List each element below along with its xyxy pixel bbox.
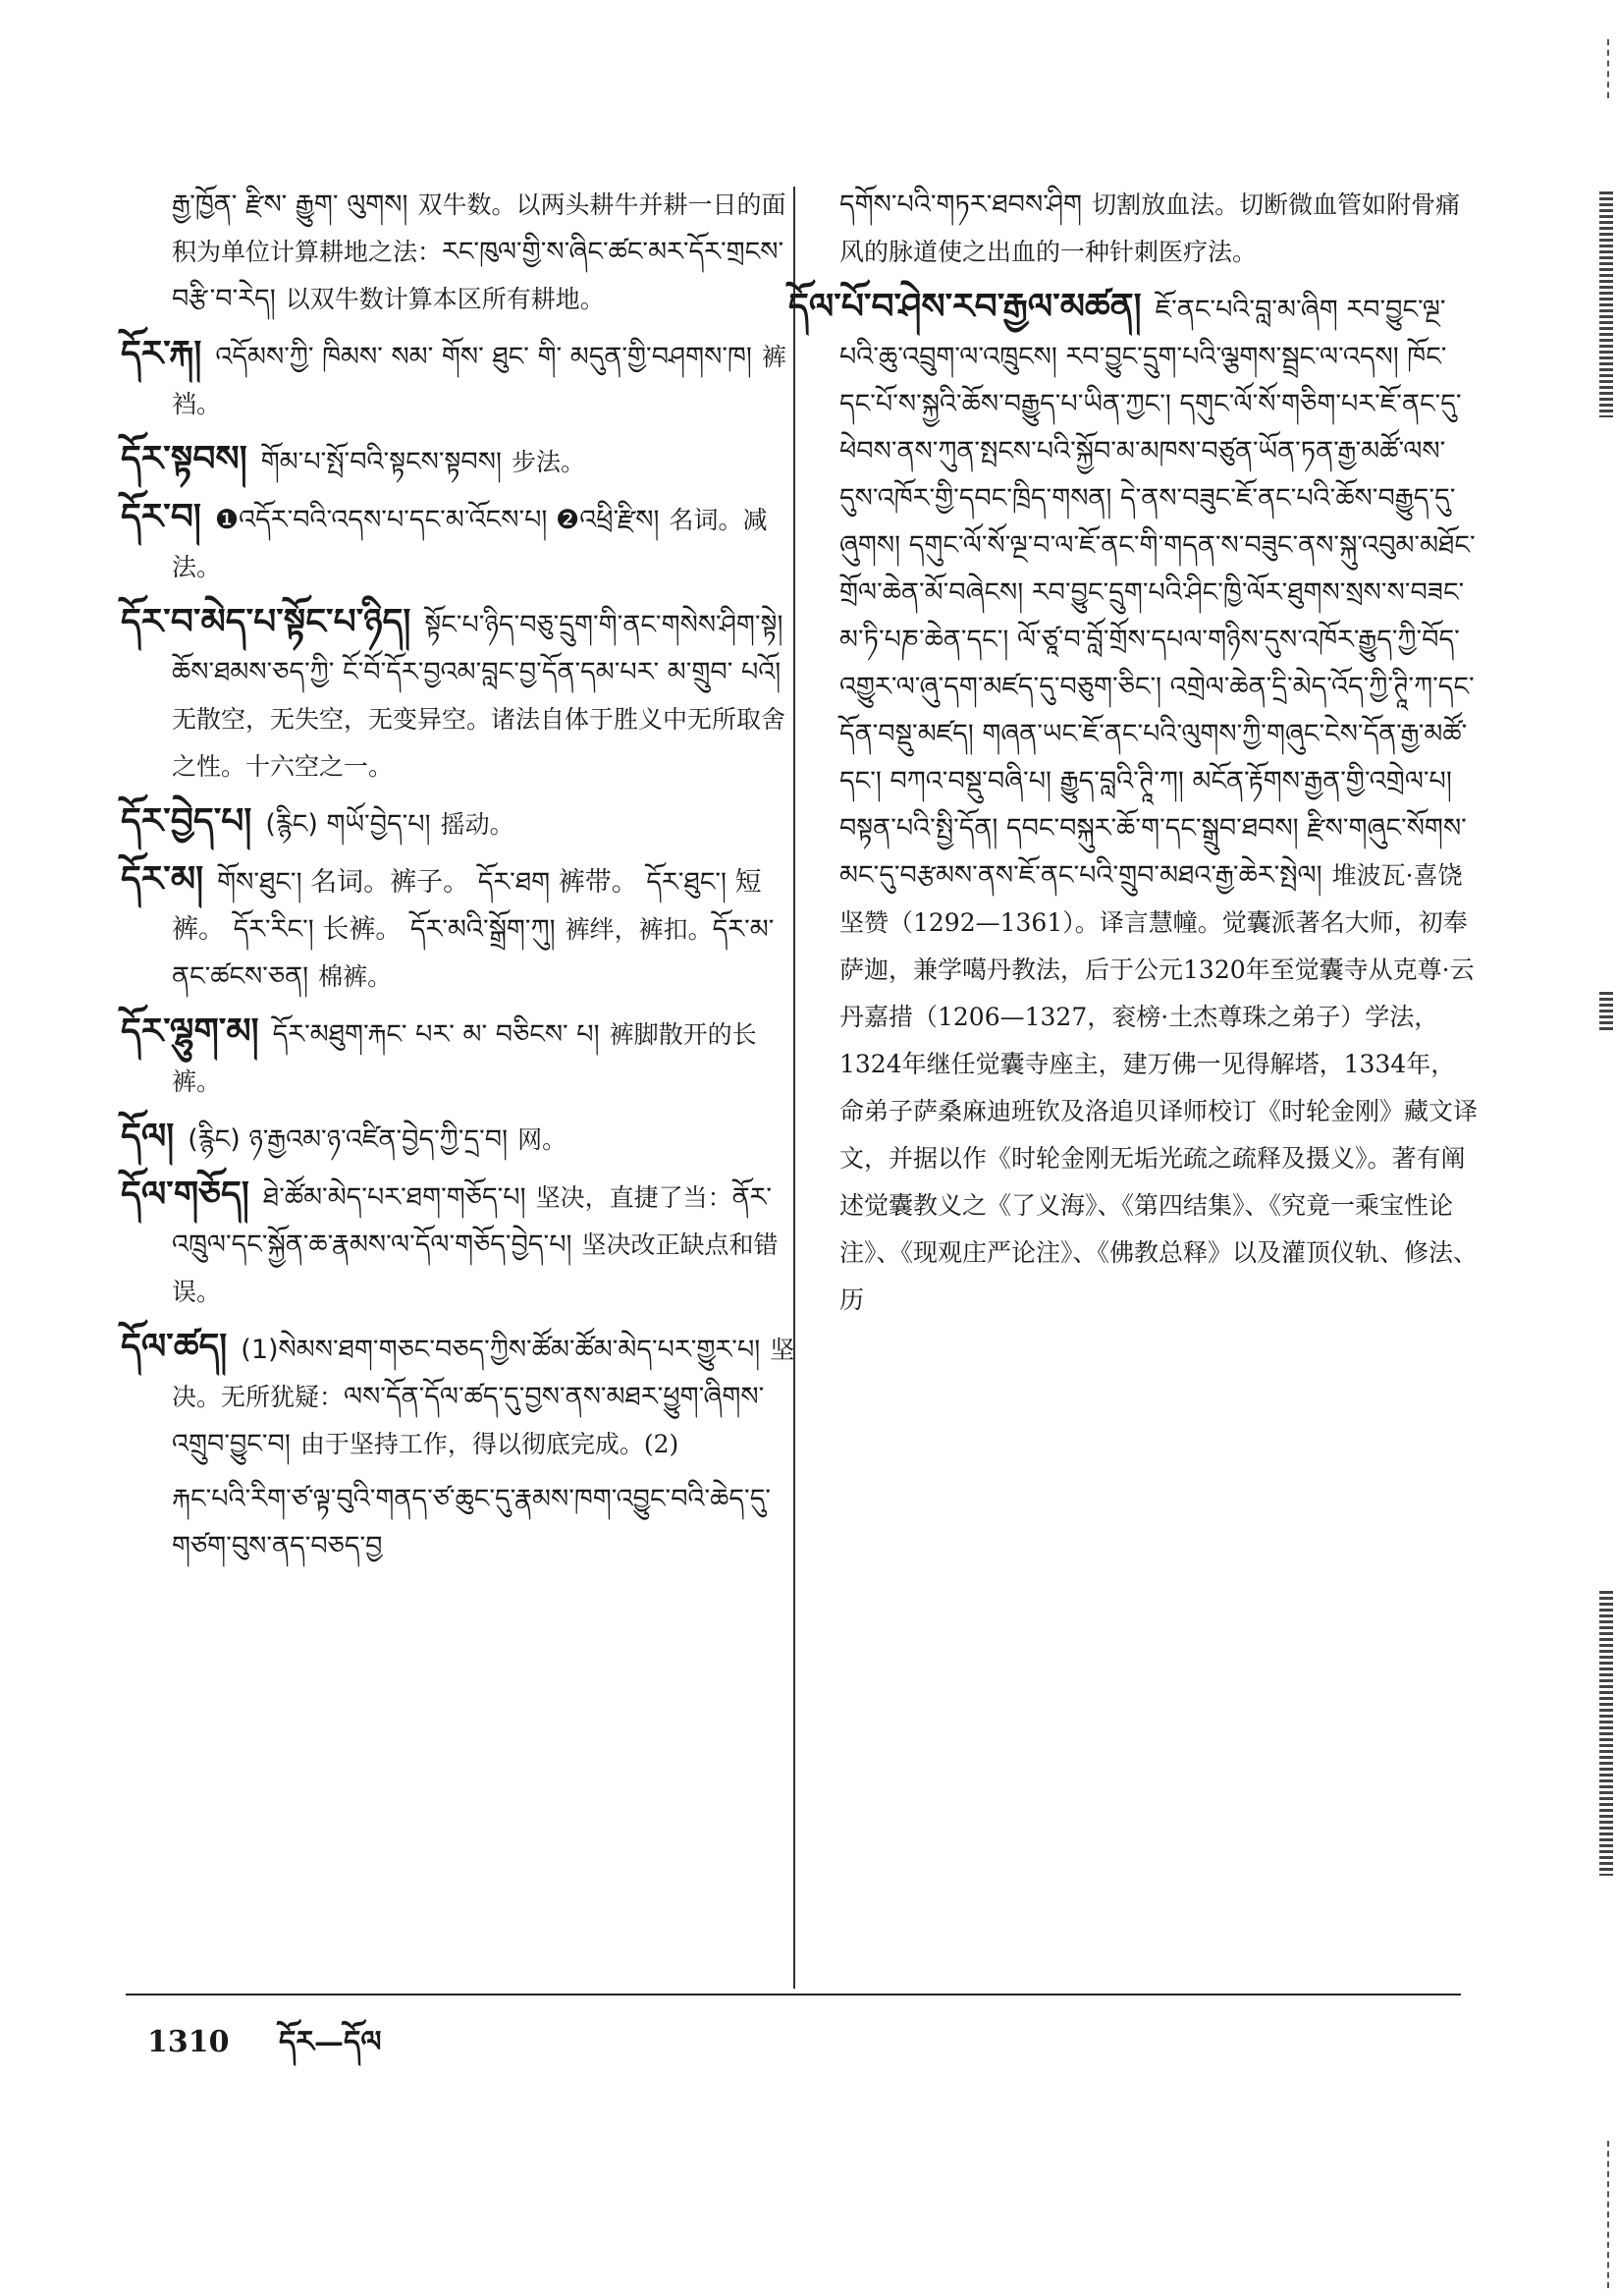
entry-chinese-definition: 网。 <box>517 1125 567 1154</box>
edge-mark <box>1593 39 1609 98</box>
dictionary-entry <box>788 284 1479 1324</box>
dictionary-entry-continuation <box>172 1476 800 1570</box>
entry-headword: དོར་རྐ། <box>121 334 202 374</box>
dictionary-entry <box>121 1324 800 1468</box>
edge-mark <box>1599 1591 1613 1876</box>
edge-mark <box>1593 2141 1609 2288</box>
entry-tibetan-definition: ཐེ་ཚོམ་མེད་པར་ཐག་གཅོད་པ། <box>262 1182 526 1213</box>
entry-headword: དོལ་ཚད། <box>121 1327 228 1367</box>
entry-tibetan-definition: (རྙིང) ཉ་རྒྱའམ་ཉ་འཛིན་བྱེད་ཀྱི་དྲ་བ། <box>188 1124 509 1155</box>
dictionary-entry <box>121 856 800 1001</box>
entry-chinese-definition: 裤裆。 <box>172 343 786 418</box>
entry-headword: དོལ་གཅོད། <box>121 1175 249 1215</box>
dictionary-entry <box>121 599 800 791</box>
entry-tibetan-example: དོར་མ་ནང་ཚངས་ཅན། <box>172 914 775 992</box>
entry-chinese-definition: 摇动。 <box>440 810 514 839</box>
dictionary-entry <box>121 494 800 591</box>
entry-chinese-definition: 裤绊，裤扣。 <box>565 915 713 944</box>
footer-rule <box>126 1994 1461 1995</box>
entry-tibetan-definition: རྐང་པའི་རིག་ཙ་ལྟ་བུའི་གནད་ཙ་ཆུང་དུ་རྣམས་ཁག་འབྱུང་བའི་ཆེད་དུ་གཙག་བུས་ནད་བཅད་བྱ <box>172 1484 772 1561</box>
entry-tibetan-definition: ❶འདོར་བའི་འདས་པ་དང་མ་འོངས་པ། ❷འཕྲི་རྫིས། <box>214 505 660 535</box>
dictionary-entry <box>839 182 1478 276</box>
entry-tibetan-definition: (རྙིང) གཡོ་བྱེད་པ། <box>265 809 431 840</box>
entry-tibetan-example: ལས་དོན་དོལ་ཚད་དུ་བྱས་ནས་མཐར་ཕྱུག་ཞིགས་འགྲུབ་བྱུང་བ། <box>172 1382 765 1459</box>
entry-tibetan-definition: རྒྱ་ཁྱོན་ རྫིས་ རྒྱུག་ ལུགས། <box>172 190 408 220</box>
dictionary-entry <box>121 1114 800 1164</box>
entry-chinese-definition: 步法。 <box>511 448 585 476</box>
edge-mark <box>1599 191 1613 417</box>
entry-tibetan-definition: འདོམས་ཀྱི་ ཁིམས་ སམ་ གོས་ ཐུང་ གི་ མདུན་གྱི་བཤགས་ཁ། <box>215 342 752 372</box>
entry-chinese-definition: 无散空，无失空，无变异空。诸法自体于胜义中无所取舍之性。十六空之一。 <box>172 705 786 781</box>
entry-headword: དོར་མ། <box>121 859 204 900</box>
dictionary-entry <box>172 182 800 323</box>
entry-chinese-definition: 名词。减法。 <box>172 506 768 581</box>
entry-chinese-definition: 双牛数。以两头耕牛并耕一日的面积为单位计算耕地之法： <box>172 191 786 266</box>
entry-chinese-definition: 切割放血法。切断微血管如附骨痛风的脉道使之出血的一种针刺医疗法。 <box>839 191 1461 266</box>
entry-chinese-definition: 坚决，直捷了当： <box>535 1183 732 1212</box>
entry-chinese-definition: 裤脚散开的长裤。 <box>172 1020 757 1096</box>
entry-headword: དོར་བ། <box>121 497 201 537</box>
entry-headword: དོར་བ་མེད་པ་སྟོང་པ་ཉིད། <box>121 602 411 642</box>
entry-tibetan-definition: དོར་མཐུག་རྐང་ པར་ མ་ བཅིངས་ པ། <box>272 1019 600 1050</box>
entry-headword: དོར་ལྷུག་མ། <box>121 1011 259 1052</box>
entry-tibetan-definition: ཇོ་ནང་པའི་བླ་མ་ཞིག རབ་བྱུང་ལྔ་པའི་ཆུ་འབྲུག་ལ་འཁྲུངས། རབ་བྱུང་དྲུག་པའི་ལྕགས་སྦྲང་ལ་འདས། ཁོང་དང་པོ་ས་སྐྱའི་ཆོས་བརྒྱུད་པ་ཡིན་ཀྱང་། དགུང་ལོ་སོ་གཅིག་པར་ཇོ་ནང་དུ་ཕེབས་ནས་ཀུན་སྤངས་པའི་སྐྱོབ་མ་མཁས་བཙུན་ཡོན་ཏན་རྒྱ་མཚོ་ལས་དུས་འཁོར་གྱི་དབང་ཁྲིད་གསན། དེ་ནས་བཟུང་ཇོ་ནང་པའི་ཆོས་བརྒྱུད་དུ་ཞུགས། དགུང་ལོ་སོ་ལྔ་བ་ལ་ཇོ་ནང་གི་གདན་ས་བཟུང་ནས་སྐུ་འབུམ་མཐོང་གྲོལ་ཆེན་མོ་བཞེངས། རབ་བྱུང་དྲུག་པའི་ཤིང་ཁྱི་ལོར་ཐུགས་སྲས་ས་བཟང་མ་ཏི་པཎ་ཆེན་དང་། ལོ་ཙཱ་བ་བློ་གྲོས་དཔལ་གཉིས་དུས་འཁོར་རྒྱུད་ཀྱི་བོད་འགྱུར་ལ་ཞུ་དག་མཛད་དུ་བཅུག་ཅིང་། འགྲེལ་ཆེན་དྲི་མེད་འོད་ཀྱི་ཊཱི་ཀ་དང་དོན་བསྡུ་མཛད། གཞན་ཡང་ཇོ་ནང་པའི་ལུགས་ཀྱི་གཞུང་ངེས་དོན་རྒྱ་མཚོ་དང་། བཀའ་བསྡུ་བཞི་པ། རྒྱུད་བླའི་ཊཱི་ཀ། མངོན་རྟོགས་རྒྱན་གྱི་འགྲེལ་པ། བསྟན་པའི་སྤྱི་དོན། དབང་བསྐུར་ཆོ་ག་དང་སྒྲུབ་ཐབས། རྫིས་གཞུང་སོགས་མང་དུ་བརྩམས་ནས་ཇོ་ནང་པའི་གྲུབ་མཐའ་རྒྱ་ཆེར་སྤེལ། <box>839 295 1476 891</box>
dictionary-entry <box>121 436 800 486</box>
dictionary-entry <box>121 798 800 848</box>
entry-headword: དོལ་པོ་བ་ཤེས་རབ་རྒྱལ་མཚན། <box>788 287 1142 327</box>
dictionary-entry <box>121 331 800 428</box>
entry-chinese-example: 棉裤。 <box>318 962 393 991</box>
entry-chinese-definition: 坚决。无所犹疑： <box>172 1336 795 1411</box>
edge-mark <box>1599 992 1613 1031</box>
entry-tibetan-example: རང་ཁུལ་གྱི་ས་ཞིང་ཚང་མར་དོར་གྲངས་བརྩི་བ་རེད། <box>172 237 784 314</box>
page-footer <box>147 2009 382 2092</box>
left-column <box>121 182 800 1578</box>
entry-tibetan-example: ནོར་འཁྲུལ་དང་སྐྱོན་ཆ་རྣམས་ལ་དོལ་གཅོད་བྱེད་པ། <box>172 1182 773 1260</box>
entry-tibetan-definition: (1)སེམས་ཐག་གཅང་བཅད་ཀྱིས་ཚོམ་ཚོམ་མེད་པར་གྱུར་པ། <box>241 1335 761 1365</box>
entry-chinese-example: 坚决改正缺点和错误。 <box>172 1230 779 1306</box>
entry-chinese-example: 以双牛数计算本区所有耕地。 <box>285 285 605 313</box>
entry-headword: དོར་སྟབས། <box>121 439 247 479</box>
entry-tibetan-definition: སྟོང་པ་ཉིད་བཅུ་དྲུག་གི་ནང་གསེས་ཤིག་སྟེ། ཆོས་ཐམས་ཅད་ཀྱི་ ངོ་བོ་དོར་བྱའམ་བླང་བྱ་དོན་དམ་པར་ མ་གྲུབ་ པའོ། <box>172 610 783 687</box>
page-number: 1310 <box>147 2025 230 2059</box>
dictionary-entry <box>121 1172 800 1316</box>
entry-chinese-example: 由于坚持工作，得以彻底完成。(2) <box>299 1430 679 1458</box>
entry-chinese-definition: 堆波瓦·喜饶坚赞（1292—1361）。译言慧幢。觉囊派著名大师，初奉萨迦，兼学噶丹教法，后于公元1320年至觉囊寺从克尊·云丹嘉措（1206—1327，衮榜·土杰尊珠之弟子）学法，1324年继任觉囊寺座主，建万佛一见得解塔，1334年，命弟子萨桑麻迪班钦及洛追贝译师校订《时轮金刚》藏文译文，并据以作《时轮金刚无垢光疏之疏释及摄义》。著有阐述觉囊教义之《了义海》、《第四结集》、《究竟一乘宝性论注》、《现观庄严论注》、《佛教总释》以及灌顶仪轨、修法、历 <box>839 861 1479 1314</box>
entry-headword: དོལ། <box>121 1117 175 1157</box>
entry-tibetan-definition: གོམ་པ་སྤོ་བའི་སྟངས་སྟབས། <box>260 447 502 477</box>
entry-headword: དོར་བྱེད་པ། <box>121 801 252 842</box>
dictionary-entry <box>121 1009 800 1106</box>
right-column <box>788 182 1479 1332</box>
entry-tibetan-definition: དགོས་པའི་གཏར་ཐབས་ཤིག <box>839 190 1083 220</box>
page-range: དོར—དོལ <box>278 2025 382 2059</box>
entry-tibetan-definition: གོས་ཐུང་། 名词。裤子。 དོར་ཐག 裤带。 དོར་ཐུང་། 短裤。 དོར་རིང་། 长裤。 དོར་མའི་སྒྲོག་ཀུ། <box>172 867 762 945</box>
